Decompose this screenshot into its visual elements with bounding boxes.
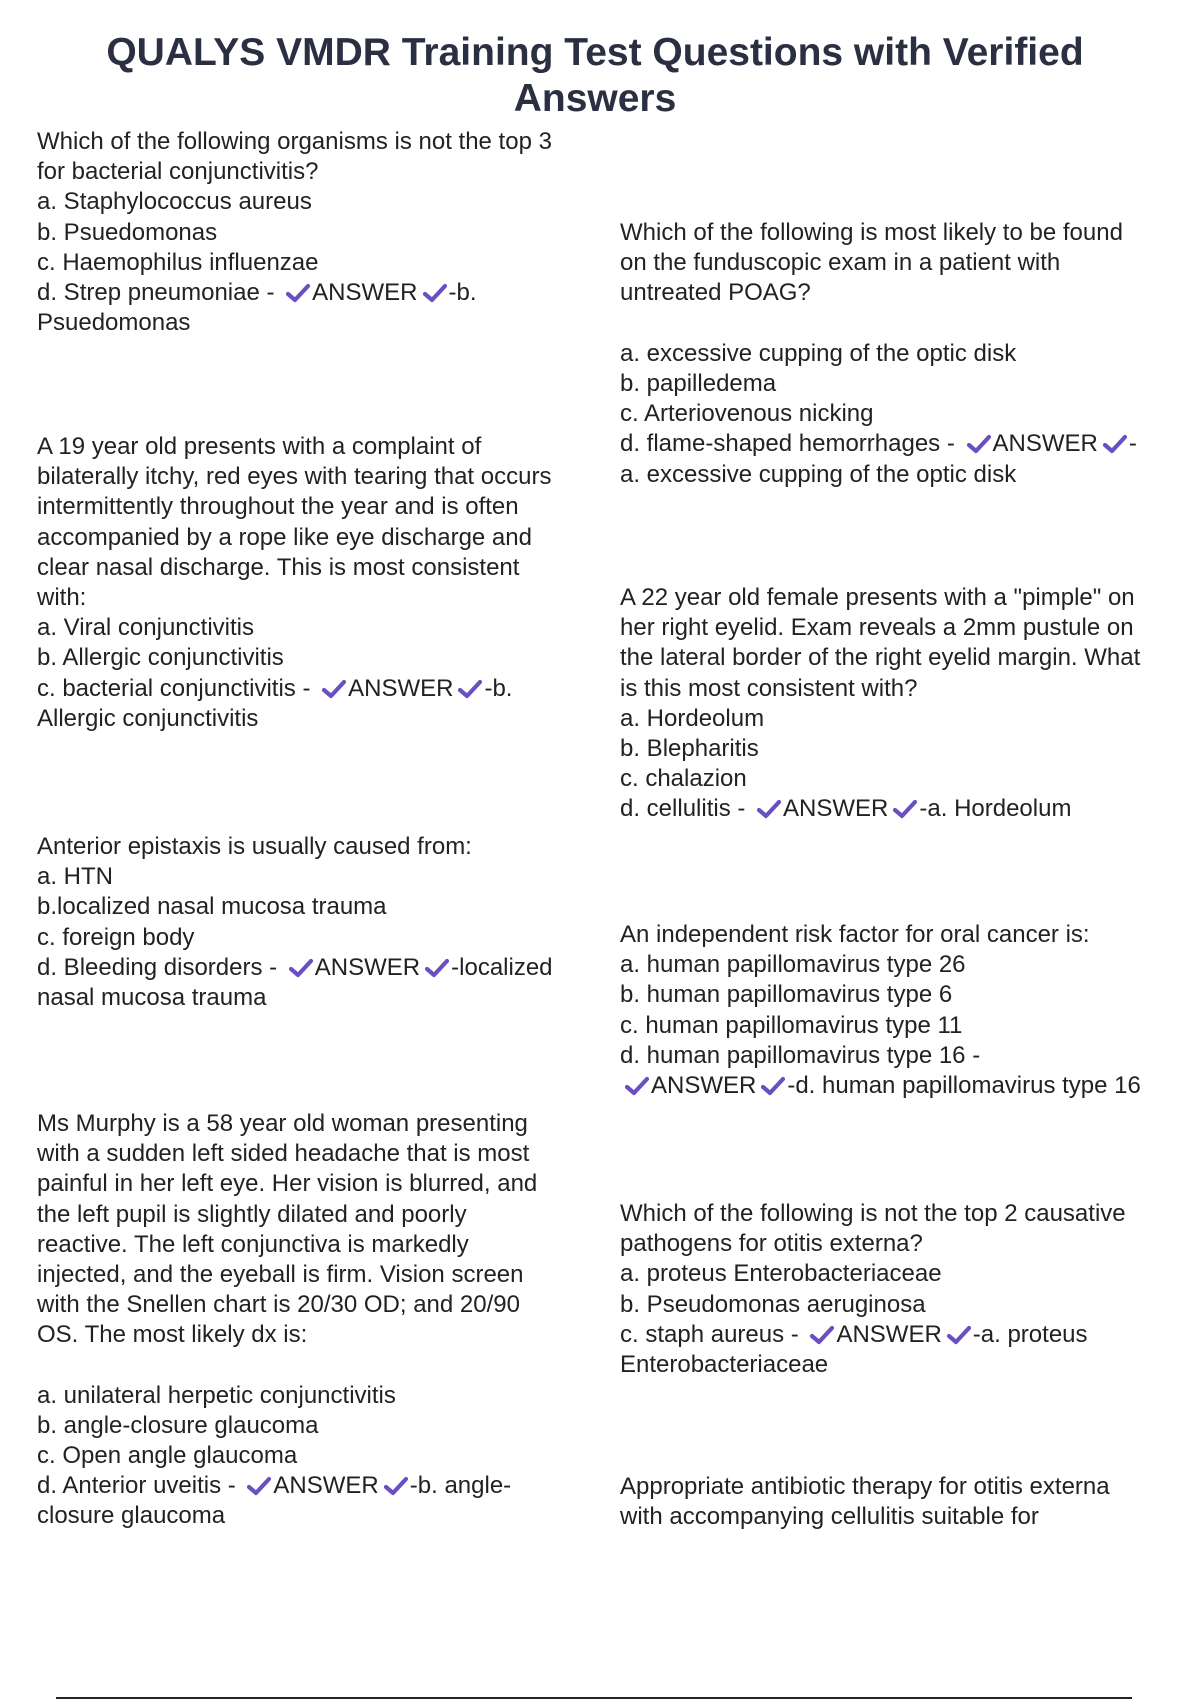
answer-label: ANSWER	[312, 278, 418, 306]
question-line: b. angle-closure glaucoma	[37, 1411, 319, 1439]
question-line: c. human papillomavirus type 11	[620, 1011, 963, 1039]
answer-continuation: Psuedomonas	[37, 309, 191, 337]
question-line: a. HTN	[37, 863, 114, 891]
question-line: A 22 year old female presents with a "pimple" on	[620, 584, 1135, 611]
checkmark-icon	[285, 283, 311, 303]
question-line: d. human papillomavirus type 16 -	[620, 1041, 981, 1069]
question-line: c. foreign body	[37, 923, 195, 951]
question-block	[37, 1109, 537, 1532]
answer-label: ANSWER	[348, 674, 454, 702]
answer-label: ANSWER	[783, 795, 889, 823]
checkmark-icon	[383, 1476, 409, 1496]
question-line: Which of the following organisms is not the top 3	[37, 128, 552, 155]
question-line: An independent risk factor for oral cancer is:	[620, 921, 1090, 948]
answer-prefix: d. Strep pneumoniae -	[37, 278, 282, 306]
question-line: with the Snellen chart is 20/30 OD; and 20/90	[37, 1291, 520, 1319]
question-line: b. human papillomavirus type 6	[620, 981, 953, 1009]
question-line: pathogens for otitis externa?	[620, 1230, 923, 1258]
question-line	[620, 309, 1137, 339]
answer-continuation: closure glaucoma	[37, 1502, 226, 1530]
question-line: Appropriate antibiotic therapy for otitis externa	[620, 1473, 1110, 1500]
question-line: b.localized nasal mucosa trauma	[37, 893, 387, 921]
question-line: Ms Murphy is a 58 year old woman presenting	[37, 1110, 528, 1137]
question-line: b. Psuedomonas	[37, 218, 218, 246]
answer-line	[37, 953, 553, 983]
answer-text: -	[1128, 430, 1137, 458]
checkmark-icon	[760, 1076, 786, 1096]
question-block	[620, 920, 1141, 1101]
checkmark-icon	[946, 1325, 972, 1345]
question-line: a. Staphylococcus aureus	[37, 188, 312, 216]
question-block	[620, 583, 1140, 825]
checkmark-icon	[422, 283, 448, 303]
question-block	[620, 1472, 1110, 1532]
answer-label: ANSWER	[651, 1071, 757, 1099]
question-block	[620, 218, 1137, 490]
question-line: intermittently throughout the year and is often	[37, 493, 519, 521]
answer-text: -b.	[484, 674, 513, 702]
answer-label: ANSWER	[273, 1472, 379, 1500]
answer-label: ANSWER	[314, 953, 421, 981]
question-line: a. excessive cupping of the optic disk	[620, 339, 1017, 367]
answer-continuation: Enterobacteriaceae	[620, 1350, 829, 1378]
checkmark-icon	[321, 679, 347, 699]
question-line: b. papilledema	[620, 369, 777, 397]
document-title-line-2: Answers	[513, 77, 677, 120]
answer-line	[620, 794, 1140, 824]
question-line: Anterior epistaxis is usually caused from:	[37, 833, 472, 860]
question-line: clear nasal discharge. This is most consistent	[37, 553, 520, 581]
question-line	[37, 1351, 537, 1381]
question-line: c. Arteriovenous nicking	[620, 400, 874, 428]
answer-continuation: a. excessive cupping of the optic disk	[620, 460, 1017, 488]
question-line: untreated POAG?	[620, 279, 811, 307]
question-line: on the funduscopic exam in a patient with	[620, 249, 1061, 277]
checkmark-icon	[756, 799, 782, 819]
question-line: her right eyelid. Exam reveals a 2mm pustule on	[620, 614, 1134, 642]
answer-prefix: c. staph aureus -	[620, 1320, 806, 1348]
question-line: accompanied by a rope like eye discharge and	[37, 523, 532, 551]
answer-label: ANSWER	[992, 430, 1098, 458]
question-line: Which of the following is not the top 2 causative	[620, 1200, 1126, 1227]
answer-prefix: d. cellulitis -	[620, 795, 753, 823]
question-line: b. Pseudomonas aeruginosa	[620, 1290, 926, 1318]
answer-line	[37, 674, 551, 704]
checkmark-icon	[246, 1476, 272, 1496]
answer-line	[620, 1071, 1141, 1101]
document-title-line-1: QUALYS VMDR Training Test Questions with Verified	[106, 31, 1084, 74]
question-line: the left pupil is slightly dilated and poorly	[37, 1200, 467, 1228]
checkmark-icon	[288, 958, 314, 978]
checkmark-icon	[892, 799, 918, 819]
answer-text: -localized	[451, 953, 553, 981]
answer-continuation: Allergic conjunctivitis	[37, 704, 259, 732]
question-block	[37, 832, 553, 1013]
question-line: c. Haemophilus influenzae	[37, 248, 319, 276]
footer-divider	[56, 1697, 1132, 1699]
question-line: with a sudden left sided headache that is most	[37, 1140, 530, 1168]
document-title	[40, 30, 1150, 122]
question-line: a. Hordeolum	[620, 704, 765, 732]
checkmark-icon	[1102, 434, 1128, 454]
answer-prefix: d. Bleeding disorders -	[37, 953, 284, 981]
question-line: bilaterally itchy, red eyes with tearing that occurs	[37, 463, 552, 491]
question-line: Which of the following is most likely to be found	[620, 219, 1123, 246]
answer-prefix: d. flame-shaped hemorrhages -	[620, 430, 962, 458]
answer-text: -b. angle-	[409, 1472, 512, 1500]
question-line: a. proteus Enterobacteriaceae	[620, 1260, 942, 1288]
question-block	[37, 127, 552, 338]
answer-label: ANSWER	[836, 1320, 942, 1348]
answer-text: -d. human papillomavirus type 16	[787, 1071, 1141, 1099]
question-line: b. Blepharitis	[620, 734, 759, 762]
answer-prefix: d. Anterior uveitis -	[37, 1472, 243, 1500]
answer-line	[620, 1320, 1126, 1350]
question-line: the lateral border of the right eyelid margin. What	[620, 644, 1141, 672]
checkmark-icon	[424, 958, 450, 978]
checkmark-icon	[966, 434, 992, 454]
question-line: a. unilateral herpetic conjunctivitis	[37, 1381, 396, 1409]
answer-continuation: nasal mucosa trauma	[37, 983, 267, 1011]
answer-text: -a. Hordeolum	[919, 795, 1072, 823]
question-line: with accompanying cellulitis suitable for	[620, 1503, 1039, 1531]
question-line: a. human papillomavirus type 26	[620, 951, 966, 979]
question-line: painful in her left eye. Her vision is blurred, and	[37, 1170, 538, 1198]
question-line: injected, and the eyeball is firm. Vision screen	[37, 1260, 524, 1288]
answer-line	[620, 429, 1137, 459]
answer-text: -b.	[448, 278, 477, 306]
answer-line	[37, 1471, 537, 1501]
question-line: c. chalazion	[620, 765, 747, 793]
question-block	[37, 432, 551, 734]
question-line: for bacterial conjunctivitis?	[37, 158, 319, 186]
question-line: with:	[37, 583, 87, 611]
answer-text: -a. proteus	[972, 1320, 1088, 1348]
checkmark-icon	[809, 1325, 835, 1345]
question-line: b. Allergic conjunctivitis	[37, 644, 284, 672]
question-line: OS. The most likely dx is:	[37, 1321, 308, 1349]
answer-line	[37, 278, 552, 308]
question-line: c. Open angle glaucoma	[37, 1442, 298, 1470]
answer-prefix: c. bacterial conjunctivitis -	[37, 674, 318, 702]
question-block	[620, 1199, 1126, 1380]
checkmark-icon	[457, 679, 483, 699]
question-line: reactive. The left conjunctiva is markedly	[37, 1230, 469, 1258]
question-line: is this most consistent with?	[620, 674, 918, 702]
question-line: a. Viral conjunctivitis	[37, 614, 254, 642]
checkmark-icon	[624, 1076, 650, 1096]
question-line: A 19 year old presents with a complaint of	[37, 433, 482, 460]
